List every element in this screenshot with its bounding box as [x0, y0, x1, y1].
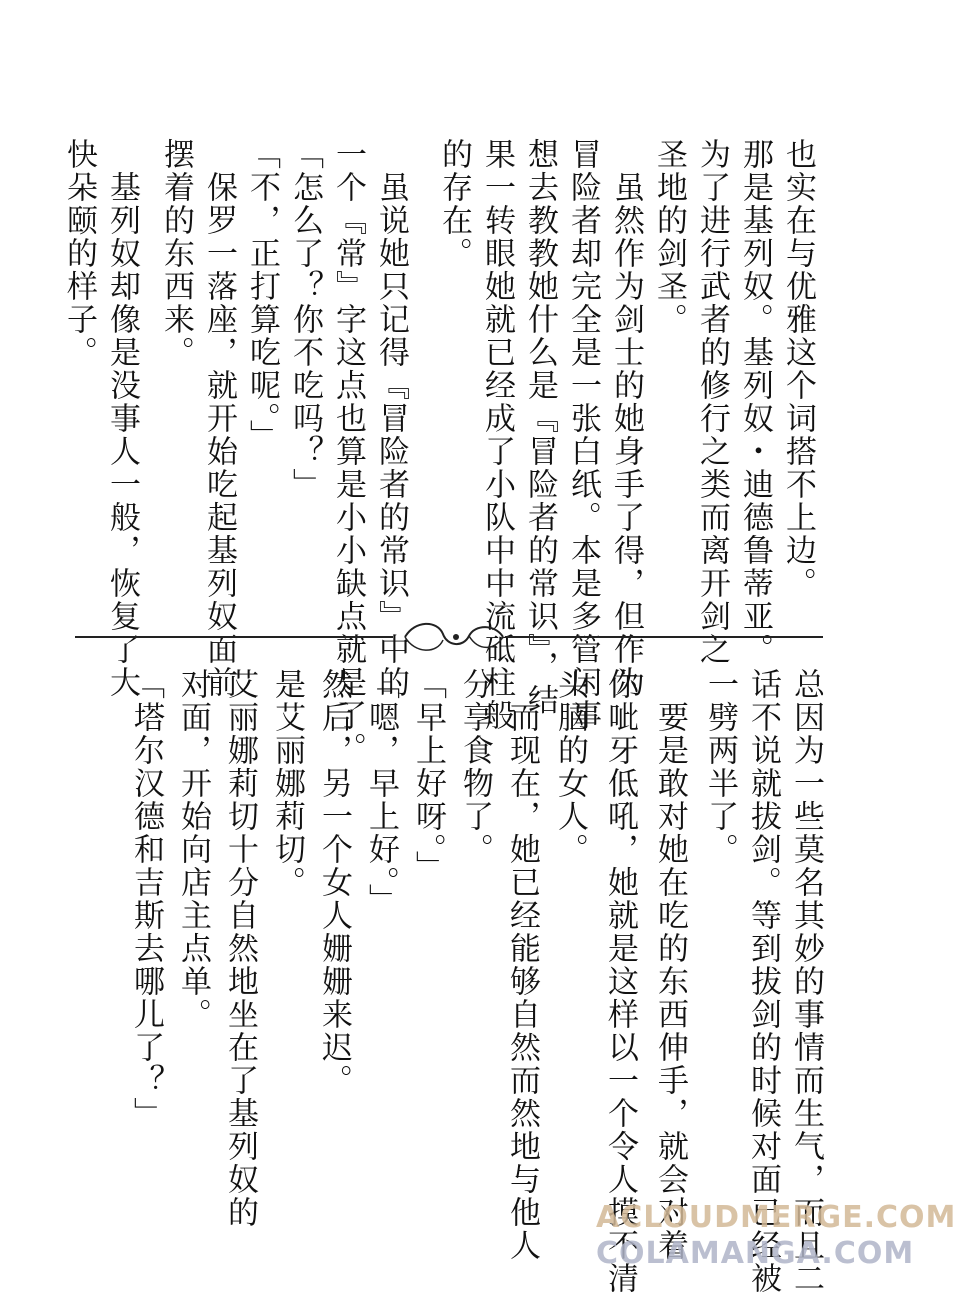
text-column: 那是基列奴。基列奴・迪德鲁蒂亚。 — [737, 138, 773, 666]
text-column: 话不说就拔剑。等到拔剑的时候对面已经被 — [745, 668, 781, 1295]
text-column: 也实在与优雅这个词搭不上边。 — [780, 138, 816, 600]
text-column: 而现在，她已经能够自然而然地与他人 — [504, 701, 540, 1262]
text-column: 虽说她只记得『冒险者的常识』中的 — [373, 171, 409, 699]
text-column: 一个『常』字这点也算是小小缺点就是了。 — [330, 138, 366, 765]
watermark-text: ACLOUDMERGE.COM — [596, 1200, 956, 1235]
text-column: 「早上好呀。」 — [410, 668, 446, 884]
text-column: 总因为一些莫名其妙的事情而生气，而且二 — [788, 668, 824, 1295]
text-column: 一劈两半了。 — [702, 668, 738, 866]
text-column: 头脑的女人。 — [552, 668, 588, 866]
ornament-divider — [75, 612, 823, 662]
text-column: 是艾丽娜莉切。 — [269, 668, 305, 899]
watermark-text: COLAMANGA.COM — [596, 1236, 915, 1271]
text-column: 要是敢对她在吃的东西伸手，就会对着 — [652, 701, 688, 1262]
text-column: 「塔尔汉德和吉斯去哪儿了？」 — [128, 668, 164, 1130]
text-column: 想去教教她什么是『冒险者的常识』，结 — [522, 138, 558, 717]
text-column: 快朵颐的样子。 — [61, 138, 97, 369]
text-column: 果一转眼她就已经成了小队中中流砥柱般 — [479, 138, 515, 732]
text-column: 艾丽娜莉切十分自然地坐在了基列奴的 — [222, 668, 258, 1229]
text-column: 然后，另一个女人姗姗来迟。 — [316, 668, 352, 1097]
text-column: 对面，开始向店主点单。 — [175, 668, 211, 1031]
text-column: 虽然作为剑士的她身手了得，但作为 — [608, 171, 644, 699]
text-column: 分享食物了。 — [457, 668, 493, 866]
text-column: 圣地的剑圣。 — [651, 138, 687, 336]
text-column: 的存在。 — [436, 138, 472, 270]
text-column: 你呲牙低吼，她就是这样以一个令人摸不清 — [602, 668, 638, 1295]
text-column: 「怎么了？你不吃吗？」 — [287, 138, 323, 501]
text-column: 保罗一落座，就开始吃起基列奴面前 — [201, 171, 237, 699]
text-column: 摆着的东西来。 — [158, 138, 194, 369]
text-column: 「嗯，早上好。」 — [363, 668, 399, 917]
text-column: 冒险者却完全是一张白纸。本是多管闲事 — [565, 138, 601, 732]
text-column: 基列奴却像是没事人一般，恢复了大 — [104, 171, 140, 699]
text-column: 为了进行武者的修行之类而离开剑之 — [694, 138, 730, 666]
text-column: 「不，正打算吃呢。」 — [244, 138, 280, 453]
